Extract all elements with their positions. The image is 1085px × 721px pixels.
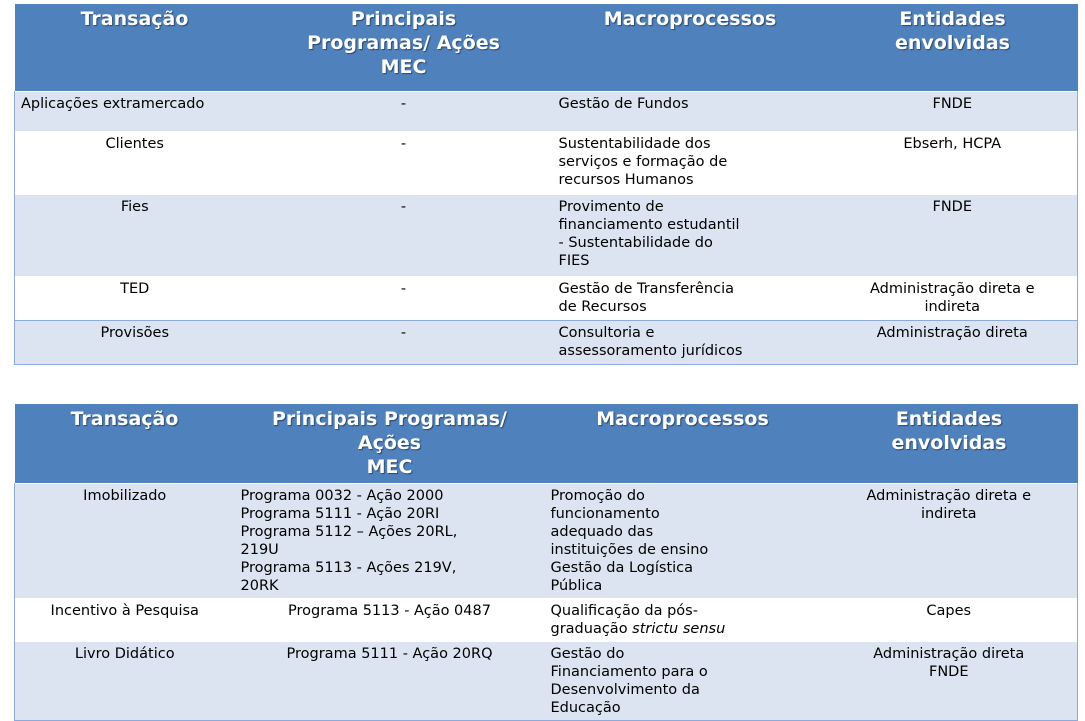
table-row bbox=[15, 92, 1078, 132]
header-macroprocessos: Macroprocessos bbox=[553, 4, 828, 92]
table-header-row bbox=[15, 404, 1078, 484]
cell-entidades: Administração direta e indireta bbox=[828, 277, 1078, 321]
cell-macroprocessos: Gestão do Financiamento para o Desenvolvimento da Educação bbox=[545, 642, 821, 721]
cell-programas: - bbox=[255, 132, 553, 195]
table-header-row bbox=[15, 4, 1078, 92]
cell-macroprocessos: Gestão de Fundos bbox=[553, 92, 828, 132]
cell-entidades: Administração direta FNDE bbox=[821, 642, 1078, 721]
table-row bbox=[15, 277, 1078, 321]
cell-programas: Programa 5111 - Ação 20RQ bbox=[235, 642, 545, 721]
header-entidades: Entidades envolvidas bbox=[821, 404, 1078, 484]
cell-entidades: FNDE bbox=[828, 92, 1078, 132]
cell-entidades: FNDE bbox=[828, 195, 1078, 277]
table-row bbox=[15, 195, 1078, 277]
cell-macroprocessos: Provimento de financiamento estudantil - Sustentabilidade do FIES bbox=[553, 195, 828, 277]
transactions-table-1 bbox=[14, 4, 1078, 365]
table-row bbox=[15, 599, 1078, 642]
transactions-table-2 bbox=[14, 404, 1078, 721]
cell-entidades: Ebserh, HCPA bbox=[828, 132, 1078, 195]
cell-transacao: Livro Didático bbox=[15, 642, 235, 721]
cell-entidades: Administração direta e indireta bbox=[821, 484, 1078, 599]
cell-transacao: Clientes bbox=[15, 132, 255, 195]
cell-macroprocessos: Consultoria e assessoramento jurídicos bbox=[553, 321, 828, 365]
header-programas: Principais Programas/ Ações MEC bbox=[255, 4, 553, 92]
table-row bbox=[15, 132, 1078, 195]
header-macroprocessos: Macroprocessos bbox=[545, 404, 821, 484]
cell-transacao: Provisões bbox=[15, 321, 255, 365]
cell-programas: Programa 0032 - Ação 2000 Programa 5111 - Ação 20RI Programa 5112 – Ações 20RL, 219U Programa 5113 - Ações 219V, 20RK bbox=[235, 484, 545, 599]
cell-transacao: TED bbox=[15, 277, 255, 321]
header-transacao: Transação bbox=[15, 404, 235, 484]
cell-transacao: Imobilizado bbox=[15, 484, 235, 599]
cell-programas: - bbox=[255, 195, 553, 277]
cell-entidades: Capes bbox=[821, 599, 1078, 642]
cell-transacao: Incentivo à Pesquisa bbox=[15, 599, 235, 642]
cell-macroprocessos: Qualificação da pós- graduação strictu sensu bbox=[545, 599, 821, 642]
cell-programas: - bbox=[255, 277, 553, 321]
cell-macroprocessos: Sustentabilidade dos serviços e formação de recursos Humanos bbox=[553, 132, 828, 195]
table-row bbox=[15, 484, 1078, 599]
cell-programas: Programa 5113 - Ação 0487 bbox=[235, 599, 545, 642]
cell-transacao: Fies bbox=[15, 195, 255, 277]
cell-programas: - bbox=[255, 92, 553, 132]
table-row bbox=[15, 321, 1078, 365]
cell-entidades: Administração direta bbox=[828, 321, 1078, 365]
header-transacao: Transação bbox=[15, 4, 255, 92]
cell-macroprocessos: Promoção do funcionamento adequado das instituições de ensino Gestão da Logística Pública bbox=[545, 484, 821, 599]
cell-transacao: Aplicações extramercado bbox=[15, 92, 255, 132]
table-row bbox=[15, 642, 1078, 721]
cell-macroprocessos: Gestão de Transferência de Recursos bbox=[553, 277, 828, 321]
cell-programas: - bbox=[255, 321, 553, 365]
header-programas: Principais Programas/ Ações MEC bbox=[235, 404, 545, 484]
header-entidades: Entidades envolvidas bbox=[828, 4, 1078, 92]
